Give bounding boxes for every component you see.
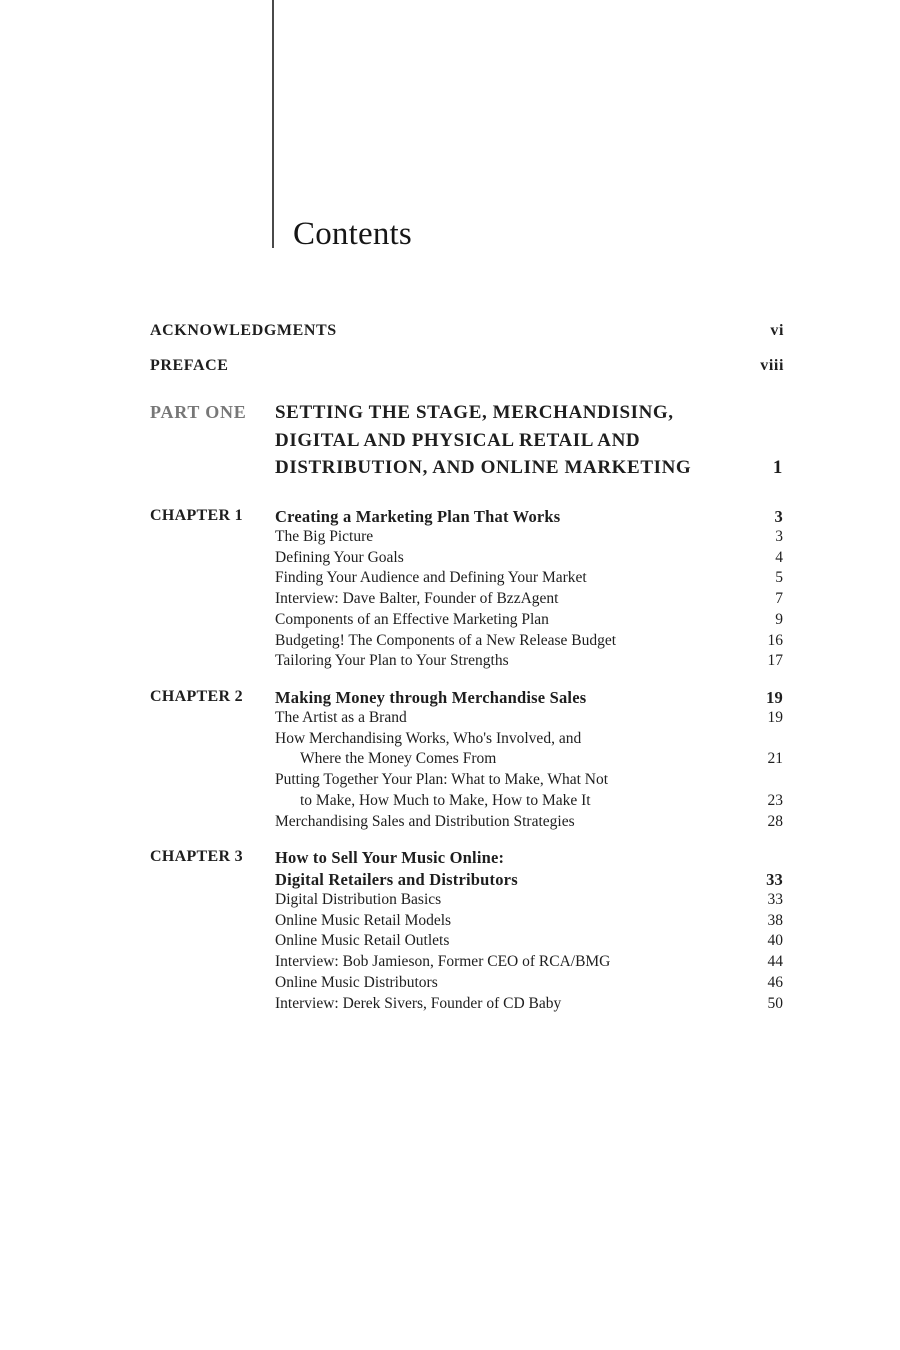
toc-entry[interactable]: Interview: Derek Sivers, Founder of CD Baby 50 — [275, 995, 783, 1012]
toc-entry-continued[interactable]: Where the Money Comes From 21 — [300, 750, 783, 767]
toc-page-number: 33 — [766, 870, 783, 889]
toc-page-number: 4 — [775, 549, 783, 566]
toc-page-number: 23 — [767, 792, 783, 809]
chapter-label: CHAPTER 1 — [150, 507, 243, 524]
toc-entry[interactable]: Online Music Distributors 46 — [275, 974, 783, 991]
toc-chapter-heading[interactable]: Digital Retailers and Distributors 33 — [275, 870, 783, 889]
toc-page-number: 46 — [767, 974, 783, 991]
toc-page-number: 3 — [774, 507, 783, 526]
part-title-line[interactable]: SETTING THE STAGE, MERCHANDISING, — [275, 402, 674, 423]
toc-page-number: 21 — [767, 750, 783, 767]
toc-entry[interactable]: Merchandising Sales and Distribution Strategies 28 — [275, 813, 783, 830]
toc-page-number: 33 — [767, 891, 783, 908]
toc-page-number: 40 — [767, 932, 783, 949]
toc-page-number: 44 — [767, 953, 783, 970]
toc-page-number: 50 — [767, 995, 783, 1012]
part-title-line[interactable]: DISTRIBUTION, AND ONLINE MARKETING 1 — [275, 457, 783, 478]
toc-chapter-heading[interactable]: Creating a Marketing Plan That Works 3 — [275, 507, 783, 526]
toc-page-number: 28 — [767, 813, 783, 830]
toc-page-number: 3 — [775, 528, 783, 545]
toc-entry[interactable]: The Big Picture 3 — [275, 528, 783, 545]
chapter-label: CHAPTER 3 — [150, 848, 243, 865]
toc-page-number: vi — [770, 322, 784, 339]
toc-entry[interactable]: The Artist as a Brand 19 — [275, 709, 783, 726]
toc-chapter-heading[interactable]: Making Money through Merchandise Sales 19 — [275, 688, 783, 707]
toc-entry[interactable]: Components of an Effective Marketing Plan 9 — [275, 611, 783, 628]
toc-page-number: 19 — [766, 688, 783, 707]
toc-entry-acknowledgments[interactable] — [150, 322, 784, 344]
toc-chapter-heading[interactable]: How to Sell Your Music Online: — [275, 848, 505, 867]
toc-page-number: 7 — [775, 590, 783, 607]
toc-page-number: 5 — [775, 569, 783, 586]
part-label: PART ONE — [150, 402, 247, 422]
toc-entry[interactable]: Finding Your Audience and Defining Your Market 5 — [275, 569, 783, 586]
toc-entry-label: PREFACE — [150, 357, 229, 374]
vertical-rule — [272, 0, 274, 248]
toc-entry[interactable]: Budgeting! The Components of a New Release Budget 16 — [275, 632, 783, 649]
toc-page-number: 38 — [767, 912, 783, 929]
toc-page-number: 19 — [767, 709, 783, 726]
toc-page-number: viii — [760, 357, 784, 374]
toc-entry[interactable]: Tailoring Your Plan to Your Strengths 17 — [275, 652, 783, 669]
page-title: Contents — [293, 216, 412, 252]
toc-page-number: 9 — [775, 611, 783, 628]
toc-page-number: 16 — [767, 632, 783, 649]
toc-entry-continued[interactable]: to Make, How Much to Make, How to Make It 23 — [300, 792, 783, 809]
toc-entry[interactable]: Putting Together Your Plan: What to Make, What Not — [275, 771, 609, 788]
toc-entry-label: ACKNOWLEDGMENTS — [150, 322, 337, 339]
toc-entry[interactable]: Defining Your Goals 4 — [275, 549, 783, 566]
toc-page-number: 17 — [767, 652, 783, 669]
toc-entry[interactable]: Interview: Bob Jamieson, Former CEO of RCA/BMG 44 — [275, 953, 783, 970]
toc-entry[interactable]: Online Music Retail Models 38 — [275, 912, 783, 929]
toc-entry[interactable]: Online Music Retail Outlets 40 — [275, 932, 783, 949]
toc-entry[interactable]: How Merchandising Works, Who's Involved, and — [275, 730, 582, 747]
toc-entry-preface[interactable] — [150, 357, 784, 379]
toc-entry[interactable]: Digital Distribution Basics 33 — [275, 891, 783, 908]
toc-page-number: 1 — [772, 457, 783, 478]
toc-entry[interactable]: Interview: Dave Balter, Founder of BzzAgent 7 — [275, 590, 783, 607]
chapter-label: CHAPTER 2 — [150, 688, 243, 705]
part-title-line[interactable]: DIGITAL AND PHYSICAL RETAIL AND — [275, 430, 641, 451]
